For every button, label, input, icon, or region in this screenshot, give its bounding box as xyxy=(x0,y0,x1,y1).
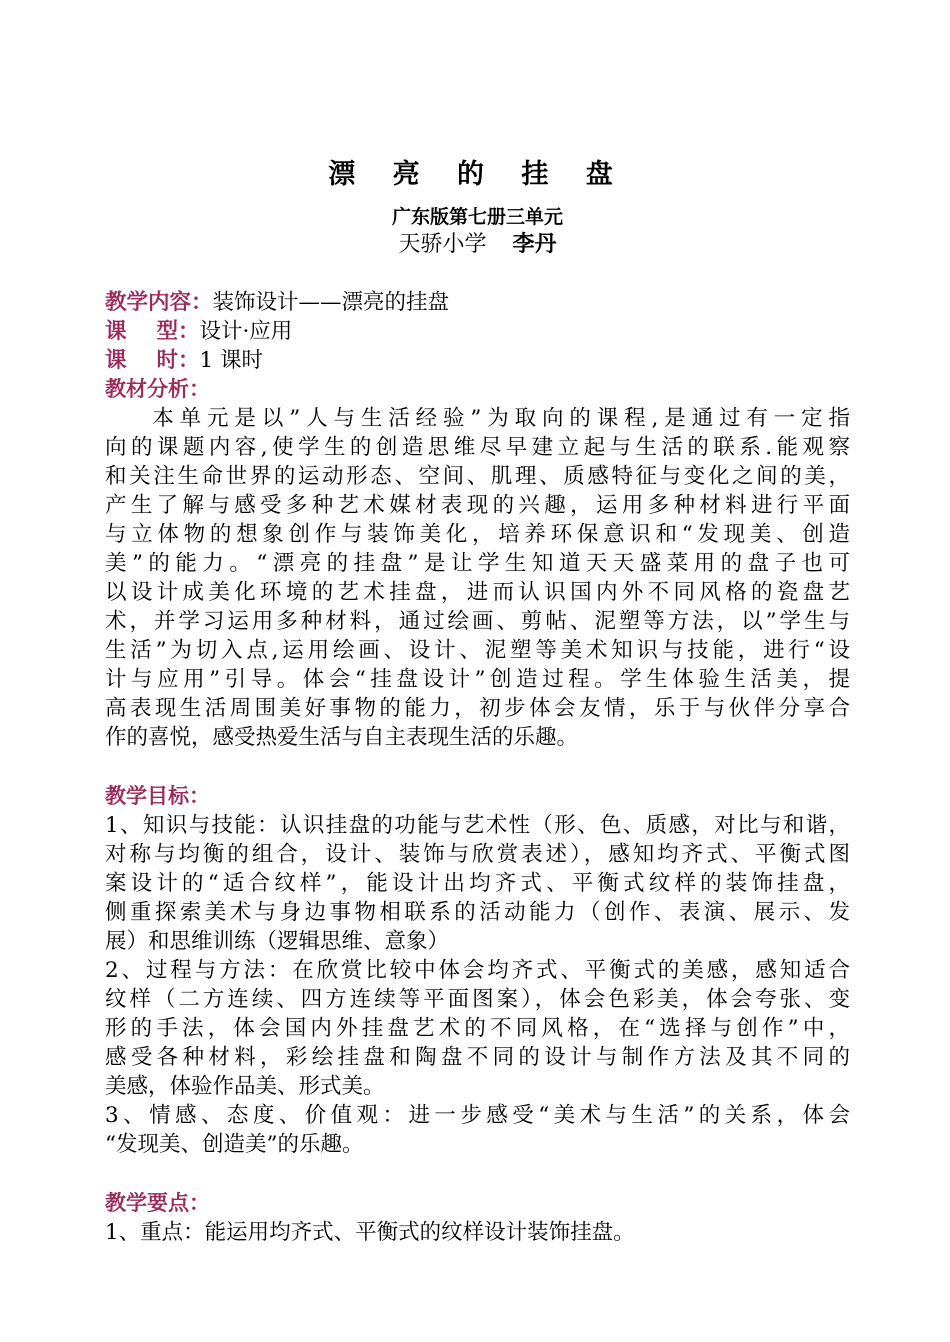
text-line: 以设计成美化环境的艺术挂盘，进而认识国内外不同风格的瓷盘艺 xyxy=(105,580,850,605)
text-line: 感受各种材料，彩绘挂盘和陶盘不同的设计与制作方法及其不同的 xyxy=(105,1045,850,1070)
keypoints-paragraph xyxy=(105,1218,850,1247)
analysis-paragraph xyxy=(105,404,850,752)
text-line: 2、过程与方法：在欣赏比较中体会均齐式、平衡式的美感，感知适合 xyxy=(105,958,850,983)
document-title: 漂 亮 的 挂 盘 xyxy=(328,159,627,190)
section-heading-analysis: 教材分析： xyxy=(105,377,210,401)
text-line: 形的手法，体会国内外挂盘艺术的不同风格，在“选择与创作”中， xyxy=(105,1016,850,1041)
info-row-period xyxy=(105,346,850,375)
text-line: 1、重点：能运用均齐式、平衡式的纹样设计装饰挂盘。 xyxy=(105,1220,635,1245)
info-sep: ： xyxy=(177,348,200,373)
text-line: 本单元是以”人与生活经验”为取向的课程,是通过有一定指 xyxy=(152,406,850,431)
text-line: 案设计的“适合纹样”，能设计出均齐式、平衡式纹样的装饰挂盘， xyxy=(105,871,850,896)
document-page xyxy=(105,150,850,1247)
text-line: 与立体物的想象创作与装饰美化，培养环保意识和“发现美、创造 xyxy=(105,522,850,547)
text-line: 1、知识与技能：认识挂盘的功能与艺术性（形、色、质感，对比与和谐， xyxy=(105,813,850,838)
author-line xyxy=(105,230,850,260)
info-value: 设计·应用 xyxy=(199,319,293,344)
text-line: 对称与均衡的组合，设计、装饰与欣赏表述），感知均齐式、平衡式图 xyxy=(105,842,850,867)
info-row-content xyxy=(105,288,850,317)
info-value: 装饰设计——漂亮的挂盘 xyxy=(212,290,450,315)
info-label: 课 型 xyxy=(105,319,178,344)
text-line: 和关注生命世界的运动形态、空间、肌理、质感特征与变化之间的美， xyxy=(105,464,850,489)
text-line: 美感，体验作品美、形式美。 xyxy=(105,1074,385,1099)
text-line: 作的喜悦，感受热爱生活与自主表现生活的乐趣。 xyxy=(105,725,579,750)
text-line: 高表现生活周围美好事物的能力，初步体会友情，乐于与伙伴分享合 xyxy=(105,696,850,721)
info-sep: ： xyxy=(177,319,200,344)
section-heading-goals: 教学目标： xyxy=(105,784,210,808)
info-sep: ： xyxy=(191,290,213,315)
teacher-name: 李丹 xyxy=(512,232,557,257)
text-line: 展）和思维训练（逻辑思维、意象） xyxy=(105,929,450,954)
info-value: 1 课时 xyxy=(199,348,263,373)
info-label: 课 时 xyxy=(105,348,178,373)
text-line: 产生了解与感受多种艺术媒材表现的兴趣，运用多种材料进行平面 xyxy=(105,493,850,518)
text-line: 侧重探索美术与身边事物相联系的活动能力（创作、表演、展示、发 xyxy=(105,900,850,925)
text-line: 向的课题内容,使学生的创造思维尽早建立起与生活的联系.能观察 xyxy=(105,435,850,460)
goals-paragraph xyxy=(105,811,850,1159)
school-name: 天骄小学 xyxy=(398,232,487,257)
text-line: 术，并学习运用多种材料，通过绘画、剪帖、泥塑等方法，以”学生与 xyxy=(105,609,850,634)
text-line: 3、情感、态度、价值观：进一步感受“美术与生活”的关系，体会 xyxy=(105,1103,850,1128)
info-row-type xyxy=(105,317,850,346)
document-subtitle: 广东版第七册三单元 xyxy=(391,206,563,228)
text-line: “发现美、创造美”的乐趣。 xyxy=(105,1132,364,1157)
text-line: 美”的能力。“漂亮的挂盘”是让学生知道天天盛菜用的盘子也可 xyxy=(105,551,850,576)
info-label: 教学内容 xyxy=(105,290,192,315)
section-heading-keypoints: 教学要点： xyxy=(105,1191,210,1215)
text-line: 生活”为切入点,运用绘画、设计、泥塑等美术知识与技能，进行“设 xyxy=(105,638,850,663)
text-line: 计与应用”引导。体会“挂盘设计”创造过程。学生体验生活美，提 xyxy=(105,667,850,692)
text-line: 纹样（二方连续、四方连续等平面图案），体会色彩美，体会夸张、变 xyxy=(105,987,850,1012)
